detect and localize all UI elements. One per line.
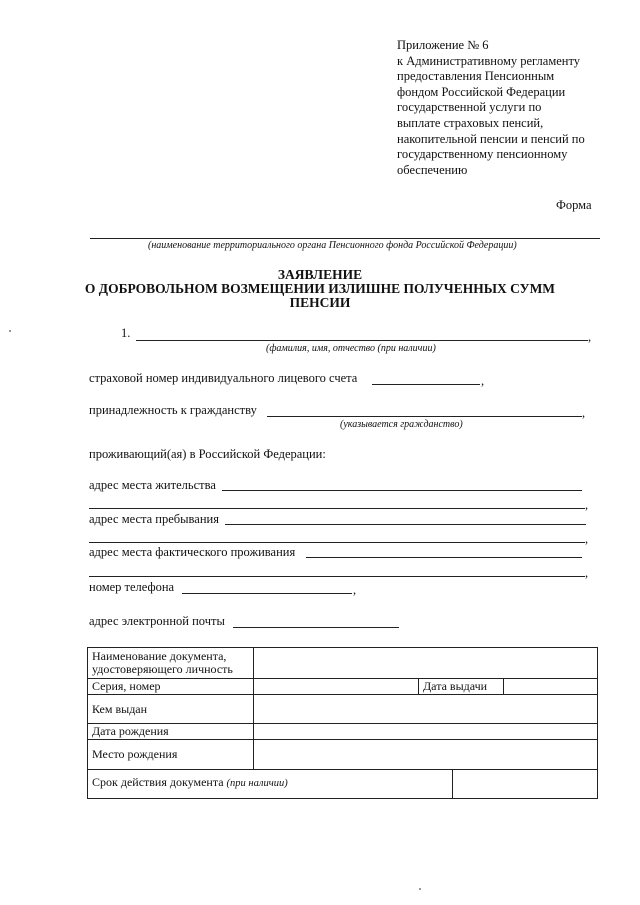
stay-address-label: адрес места пребывания xyxy=(89,512,219,526)
issued-by-value-cell[interactable] xyxy=(254,695,598,724)
appendix-line: предоставления Пенсионным xyxy=(397,69,555,84)
issue-date-label: Дата выдачи xyxy=(419,679,504,695)
validity-note: (при наличии) xyxy=(226,778,288,790)
actual-address-line-2[interactable] xyxy=(89,576,585,577)
doc-name-label-cell xyxy=(88,648,254,679)
validity-label: Срок действия документа xyxy=(92,775,224,790)
residence-address-line-1[interactable] xyxy=(222,490,582,491)
title-line: О ДОБРОВОЛЬНОМ ВОЗМЕЩЕНИИ ИЗЛИШНЕ ПОЛУЧЕННЫХ СУММ xyxy=(84,281,556,296)
appendix-header xyxy=(397,38,607,178)
fio-input-line[interactable] xyxy=(136,340,588,341)
residence-address-label: адрес места жительства xyxy=(89,478,216,492)
birth-date-value-cell[interactable] xyxy=(254,724,598,740)
actual-address-label: адрес места фактического проживания xyxy=(89,545,296,559)
appendix-line: накопительной пенсии и пенсий по xyxy=(397,131,585,146)
comma: , xyxy=(353,583,357,597)
issue-date-value-cell[interactable] xyxy=(504,679,598,695)
doc-name-label: Наименование документа, xyxy=(92,649,227,663)
identity-document-table xyxy=(87,647,598,770)
series-number-label: Серия, номер xyxy=(88,679,254,695)
scan-speck xyxy=(9,330,11,332)
scan-speck xyxy=(419,888,421,890)
email-label: адрес электронной почты xyxy=(89,614,225,628)
appendix-line: государственному пенсионному xyxy=(397,147,568,162)
actual-address-line-1[interactable] xyxy=(306,557,582,558)
title-line: ПЕНСИИ xyxy=(289,295,351,310)
comma: , xyxy=(585,532,589,546)
snils-label: страховой номер индивидуального лицевого счета xyxy=(89,371,358,385)
snils-input-line[interactable] xyxy=(372,384,480,385)
validity-table xyxy=(87,769,598,799)
doc-name-label: удостоверяющего личность xyxy=(92,662,233,676)
doc-name-value-cell[interactable] xyxy=(254,648,598,679)
comma: , xyxy=(481,374,485,388)
title-line: ЗАЯВЛЕНИЕ xyxy=(277,267,363,282)
series-number-value-cell[interactable] xyxy=(254,679,419,695)
stay-address-line-2[interactable] xyxy=(89,542,585,543)
comma: , xyxy=(588,330,592,344)
appendix-line: обеспечению xyxy=(397,162,468,177)
document-title xyxy=(60,268,580,310)
citizenship-input-line[interactable] xyxy=(267,416,582,417)
validity-value-cell[interactable] xyxy=(453,769,598,798)
appendix-line: к Административному регламенту xyxy=(397,53,581,68)
org-name-line[interactable] xyxy=(90,238,600,239)
comma: , xyxy=(585,498,589,512)
citizenship-caption: (указывается гражданство) xyxy=(340,419,463,430)
appendix-line: фондом Российской Федерации xyxy=(397,84,566,99)
email-input-line[interactable] xyxy=(233,627,399,628)
birth-place-value-cell[interactable] xyxy=(254,740,598,770)
phone-label: номер телефона xyxy=(89,580,175,594)
fio-caption: (фамилия, имя, отчество (при наличии) xyxy=(266,343,436,354)
comma: , xyxy=(582,406,586,420)
validity-label-cell xyxy=(88,769,453,798)
item-number: 1. xyxy=(121,326,131,340)
stay-address-line-1[interactable] xyxy=(225,524,586,525)
appendix-line: выплате страховых пенсий, xyxy=(397,115,544,130)
phone-input-line[interactable] xyxy=(182,593,352,594)
form-label: Форма xyxy=(556,198,592,212)
birth-place-label: Место рождения xyxy=(88,740,254,770)
appendix-line: Приложение № 6 xyxy=(397,38,489,52)
issued-by-label: Кем выдан xyxy=(88,695,254,724)
birth-date-label: Дата рождения xyxy=(88,724,254,740)
comma: , xyxy=(585,566,589,580)
residence-address-line-2[interactable] xyxy=(89,508,585,509)
citizenship-label: принадлежность к гражданству xyxy=(89,403,257,417)
org-caption: (наименование территориального органа Пенсионного фонда Российской Федерации) xyxy=(148,240,517,251)
appendix-line: государственной услуги по xyxy=(397,100,542,115)
residing-label: проживающий(ая) в Российской Федерации: xyxy=(89,447,326,461)
